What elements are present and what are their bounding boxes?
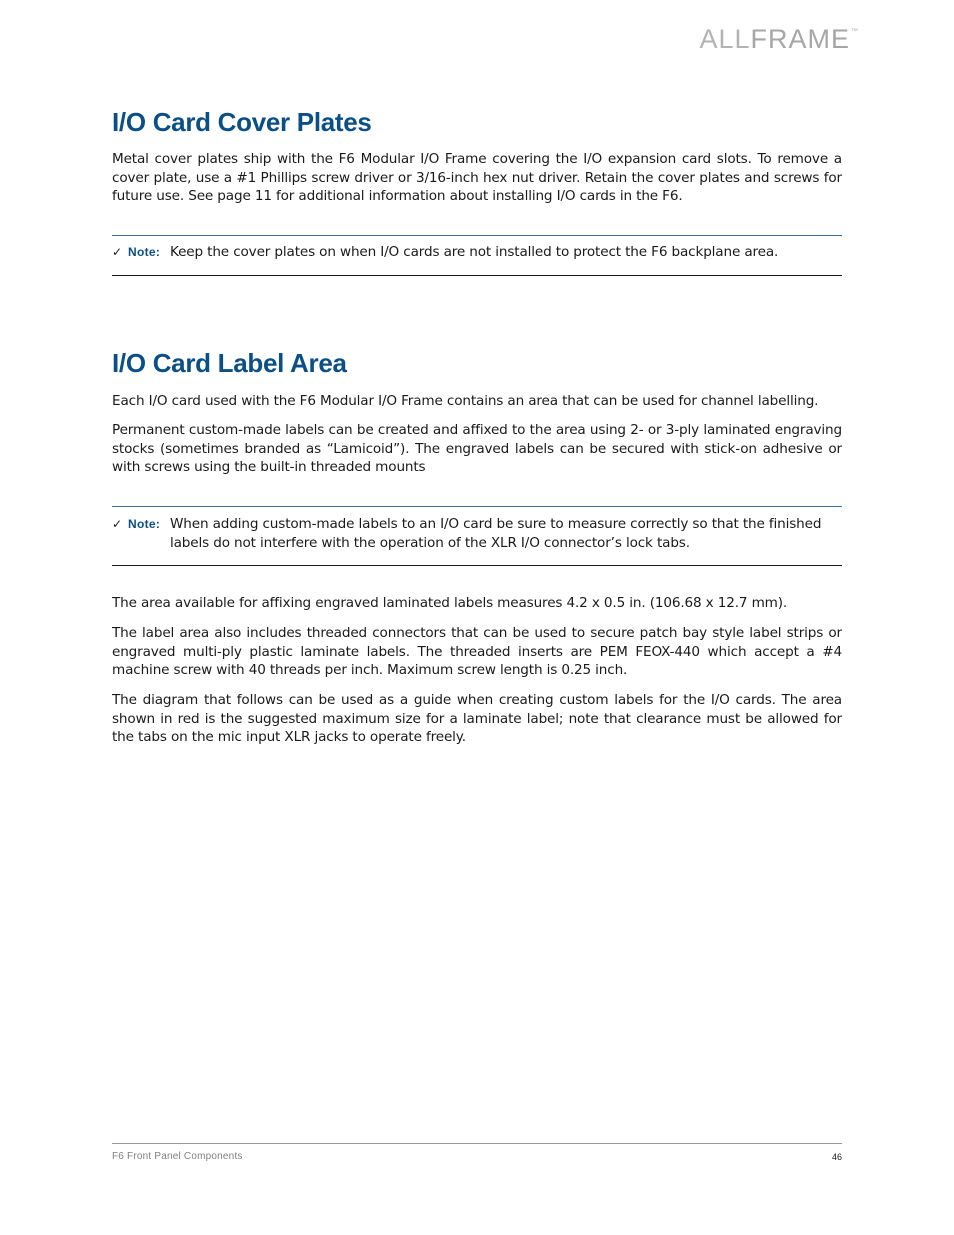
label-area-para-5: The diagram that follows can be used as a guide when creating custom labels for the I/O cards. The area shown in red is the suggested maximum size for a laminate label; note that clearance must be allowed for the tabs on the mic input XLR jacks to operate freely. (112, 692, 842, 746)
footer-rule (112, 1143, 842, 1144)
note-cover-plates (112, 243, 842, 262)
label-area-para-4: The label area also includes threaded connectors that can be used to secure patch bay style label strips or engraved multi-ply plastic laminate labels. The threaded inserts are PEM FEOX-440 which accept a #4 machine screw with 40 threads per inch. Maximum screw length is 0.25 inch. (112, 625, 842, 679)
label-area-para-3: The area available for affixing engraved laminated labels measures 4.2 x 0.5 in. (106.68 x 12.7 mm). (112, 595, 788, 611)
allframe-logo (699, 24, 859, 55)
section-title-label-area: I/O Card Label Area (112, 348, 347, 378)
label-area-para-1: Each I/O card used with the F6 Modular I/O Frame contains an area that can be used for channel labelling. (112, 393, 819, 409)
note-bottom-rule (112, 565, 842, 566)
note-top-rule (112, 235, 842, 236)
logo-frame: FRAME (750, 24, 850, 54)
note-text: Keep the cover plates on when I/O cards are not installed to protect the F6 backplane area. (170, 244, 779, 260)
cover-plates-body: Metal cover plates ship with the F6 Modular I/O Frame covering the I/O expansion card slots. To remove a cover plate, use a #1 Phillips screw driver or 3/16-inch hex nut driver. Retain the cover plates and screws for future use. See page 11 for additional information about installing I/O cards in the F6. (112, 151, 842, 205)
note-bottom-rule (112, 275, 842, 276)
checkmark-icon: ✓ (112, 517, 122, 531)
label-area-para-2: Permanent custom-made labels can be created and affixed to the area using 2- or 3-ply laminated engraving stocks (sometimes branded as “Lamicoid”). The engraved labels can be secured with stick-on adhesive or with screws using the built-in threaded mounts (112, 422, 842, 476)
footer-section-name: F6 Front Panel Components (112, 1151, 243, 1162)
note-label: Note: (128, 245, 161, 259)
page-number: 46 (831, 1152, 842, 1162)
note-label-area (112, 515, 842, 553)
note-top-rule (112, 506, 842, 507)
note-label: Note: (128, 517, 161, 531)
note-text: When adding custom-made labels to an I/O card be sure to measure correctly so that the finished labels do not interfere with the operation of the XLR I/O connector’s lock tabs. (170, 516, 822, 551)
logo-all: ALL (699, 24, 751, 54)
logo-trademark: ™ (851, 28, 859, 35)
section-title-cover-plates: I/O Card Cover Plates (112, 107, 372, 137)
checkmark-icon: ✓ (112, 245, 122, 259)
